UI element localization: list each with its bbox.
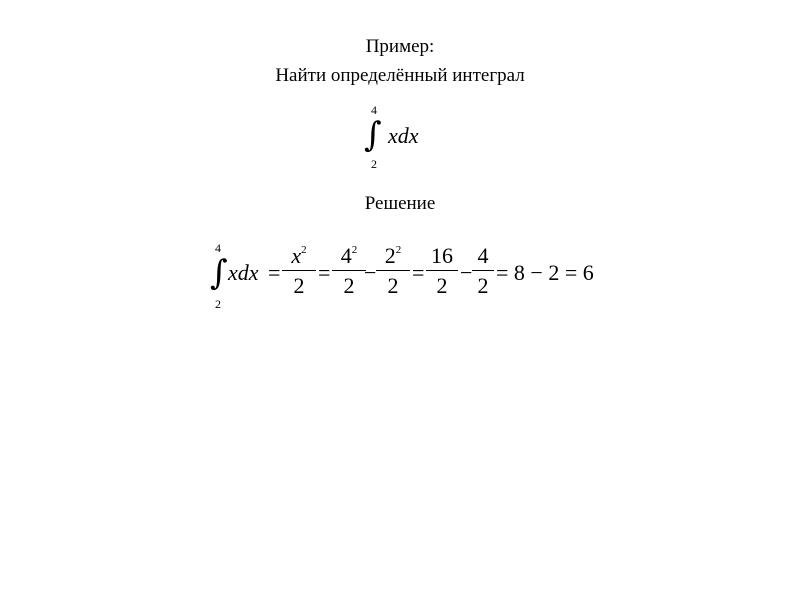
fraction-bar [376, 270, 410, 271]
fraction-numerator: x [291, 243, 302, 268]
solution-upper-limit: 4 [215, 241, 221, 255]
fraction-numerator: 16 [431, 243, 453, 268]
upper-limit: 4 [371, 103, 377, 117]
fraction-x2-over-2 [282, 244, 316, 298]
fraction-bar [282, 270, 316, 271]
equals-2: = [318, 260, 331, 285]
example-label: Пример: [365, 36, 435, 57]
fraction-denominator: 2 [293, 273, 305, 298]
minus-1: − [364, 260, 377, 285]
solution-equation [210, 238, 610, 318]
fraction-numerator: 2 [384, 243, 396, 268]
task-integral [360, 100, 450, 180]
fraction-denominator: 2 [436, 273, 448, 298]
equals-3: = [412, 260, 425, 285]
fraction-bar [332, 270, 366, 271]
fraction-2sq-over-2 [376, 244, 410, 298]
integrand: xdx [388, 123, 419, 148]
integral-sign: ∫ [364, 115, 382, 155]
lower-limit: 2 [371, 157, 377, 171]
fraction-exponent: 2 [395, 243, 402, 256]
result-tail: = 8 − 2 = 6 [496, 260, 594, 285]
solution-integrand: xdx [228, 260, 259, 285]
fraction-denominator: 2 [477, 273, 489, 298]
fraction-16-over-2 [426, 244, 458, 298]
fraction-4-over-2 [472, 244, 494, 298]
fraction-denominator: 2 [387, 273, 399, 298]
minus-2: − [460, 260, 473, 285]
equals-1: = [268, 260, 281, 285]
solution-integral-sign: ∫ [210, 253, 228, 293]
fraction-numerator: 4 [477, 243, 489, 268]
fraction-exponent: 2 [301, 243, 307, 256]
fraction-numerator: 4 [340, 243, 352, 268]
solution-heading: Решение [364, 193, 436, 214]
fraction-4sq-over-2 [332, 244, 366, 298]
fraction-bar [426, 270, 458, 271]
fraction-denominator: 2 [343, 273, 355, 298]
task-text: Найти определённый интеграл [275, 65, 525, 86]
solution-lower-limit: 2 [215, 297, 221, 311]
fraction-bar [472, 270, 494, 271]
fraction-exponent: 2 [351, 243, 358, 256]
